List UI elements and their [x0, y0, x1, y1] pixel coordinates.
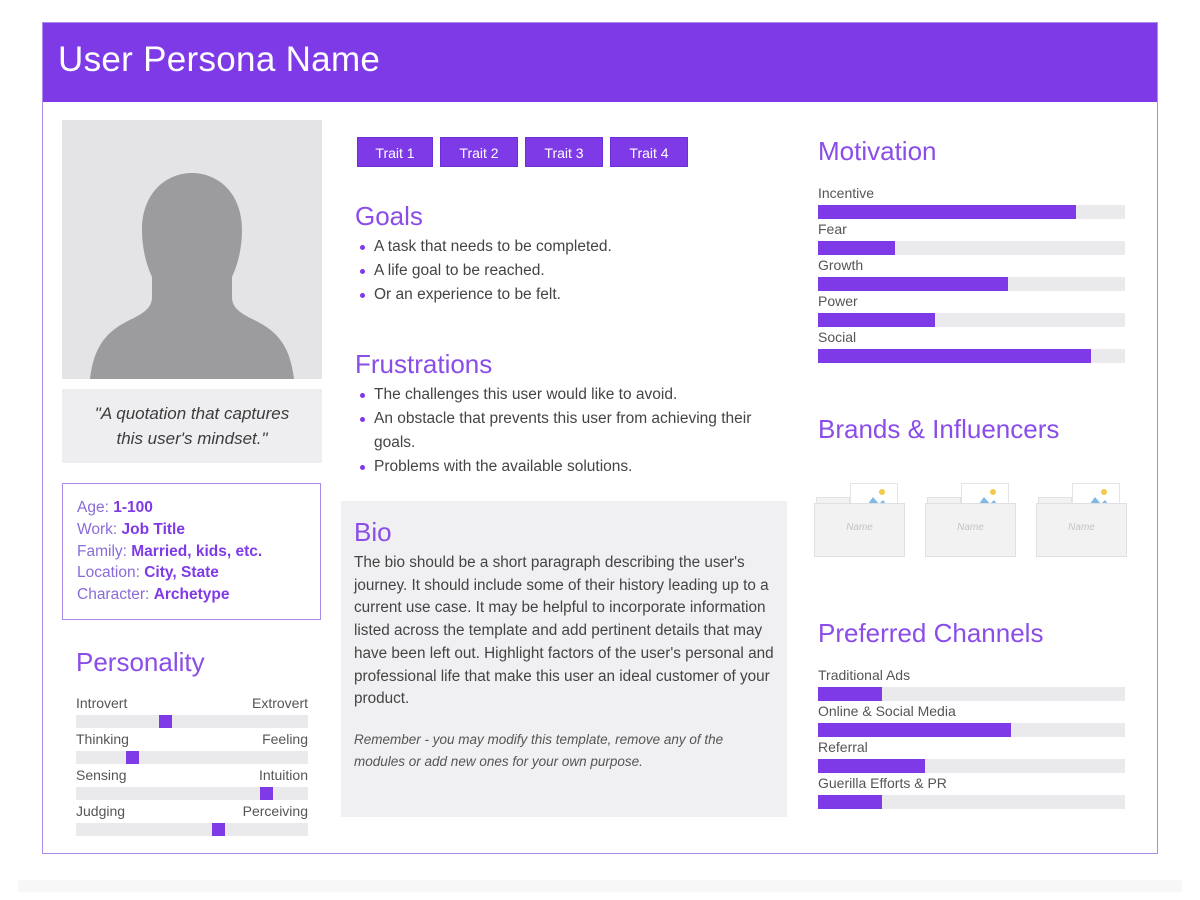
bar-fill — [818, 687, 882, 701]
persona-name-title: User Persona Name — [58, 40, 381, 79]
bio-note: Remember - you may modify this template, remove any of the modules or add new ones for your own purpose. — [354, 732, 724, 769]
bar-track — [818, 349, 1125, 363]
bar-track — [818, 723, 1125, 737]
bar-track — [818, 687, 1125, 701]
slider-track — [76, 823, 308, 836]
fact-label: Age: — [77, 499, 109, 516]
persona-card — [42, 22, 1158, 854]
slider-thumb — [159, 715, 172, 728]
brand-card — [925, 481, 1017, 558]
bar-track — [818, 241, 1125, 255]
bio-title: Bio — [354, 517, 392, 547]
user-silhouette-icon — [62, 120, 322, 379]
list-item: Problems with the available solutions. — [355, 455, 780, 479]
fact-location — [77, 562, 320, 584]
list-item: Or an experience to be felt. — [355, 283, 775, 307]
bar-label: Power — [818, 293, 858, 309]
slider-left-label: Judging — [76, 803, 126, 819]
slider-left-label: Sensing — [76, 767, 127, 783]
bar-label: Fear — [818, 221, 847, 237]
personality-slider — [76, 803, 308, 836]
personality-slider — [76, 695, 308, 728]
bar-track — [818, 313, 1125, 327]
bar-track — [818, 759, 1125, 773]
demographics-box — [62, 483, 321, 620]
brands-title: Brands & Influencers — [818, 414, 1060, 444]
fact-value: City, State — [144, 564, 219, 582]
frustrations-title: Frustrations — [355, 349, 493, 379]
fact-age — [77, 497, 320, 519]
bar-track — [818, 795, 1125, 809]
slider-left-label: Thinking — [76, 731, 129, 747]
list-item: A life goal to be reached. — [355, 259, 775, 283]
traits-row — [357, 137, 688, 167]
personality-slider — [76, 767, 308, 800]
slider-thumb — [212, 823, 225, 836]
frustrations-list — [355, 383, 780, 479]
fact-label: Work: — [77, 520, 118, 538]
bar-fill — [818, 759, 925, 773]
page-bottom-strip — [18, 880, 1182, 892]
bar-label: Guerilla Efforts & PR — [818, 775, 947, 791]
motivation-bar — [818, 257, 1125, 291]
goals-list — [355, 235, 775, 307]
fact-family — [77, 541, 320, 563]
trait-badge: Trait 2 — [440, 137, 518, 167]
fact-value: Archetype — [153, 586, 230, 604]
bar-track — [818, 277, 1125, 291]
slider-left-label: Introvert — [76, 695, 128, 711]
brand-caption: Name — [1068, 522, 1095, 533]
trait-badge: Trait 1 — [357, 137, 433, 167]
channels-title: Preferred Channels — [818, 618, 1044, 648]
motivation-title: Motivation — [818, 136, 937, 166]
bar-label: Referral — [818, 739, 868, 755]
bar-fill — [818, 205, 1076, 219]
personality-slider — [76, 731, 308, 764]
list-item: A task that needs to be completed. — [355, 235, 775, 259]
bar-fill — [818, 277, 1008, 291]
fact-value: Married, kids, etc. — [131, 542, 263, 560]
brand-card — [1036, 481, 1128, 558]
bar-label: Growth — [818, 257, 864, 273]
bio-panel — [341, 501, 787, 817]
slider-thumb — [260, 787, 273, 800]
brand-card — [814, 481, 906, 558]
bar-track — [818, 205, 1125, 219]
fact-work — [77, 519, 320, 541]
motivation-bar — [818, 221, 1125, 255]
header-bar — [43, 23, 1157, 102]
brand-caption: Name — [846, 522, 873, 533]
persona-photo — [62, 120, 322, 379]
bar-fill — [818, 241, 895, 255]
list-item: An obstacle that prevents this user from achieving their goals. — [355, 407, 780, 455]
motivation-bar — [818, 185, 1125, 219]
motivation-bar — [818, 329, 1125, 363]
fact-label: Family: — [77, 542, 127, 560]
channel-bar — [818, 703, 1125, 737]
channel-bar — [818, 739, 1125, 773]
bar-fill — [818, 313, 935, 327]
slider-track — [76, 751, 308, 764]
personality-title: Personality — [76, 647, 205, 677]
bar-label: Social — [818, 329, 857, 345]
bar-label: Traditional Ads — [818, 667, 911, 683]
brand-caption: Name — [957, 522, 984, 533]
trait-badge: Trait 3 — [525, 137, 603, 167]
fact-value: Job Title — [121, 520, 185, 538]
channel-bar — [818, 775, 1125, 809]
bar-label: Incentive — [818, 185, 875, 201]
fact-label: Character: — [77, 586, 150, 604]
slider-track — [76, 787, 308, 800]
bio-text: The bio should be a short paragraph describing the user's journey. It should include some of their history leading up to a current use case. It may be helpful to incorporate information listed across the template and add pertinent details that may have been left out. Highlight factors of the user's personal and professional life that make this user an ideal customer of your product. — [354, 554, 774, 708]
goals-title: Goals — [355, 201, 423, 231]
slider-right-label: Feeling — [262, 731, 308, 747]
persona-quote: "A quotation that captures this user's mindset." — [62, 389, 322, 463]
list-item: The challenges this user would like to avoid. — [355, 383, 780, 407]
fact-value: 1-100 — [113, 499, 153, 516]
channel-bar — [818, 667, 1125, 701]
trait-badge: Trait 4 — [610, 137, 688, 167]
bar-fill — [818, 723, 1011, 737]
fact-character — [77, 584, 320, 606]
bar-label: Online & Social Media — [818, 703, 956, 719]
fact-label: Location: — [77, 564, 140, 582]
slider-track — [76, 715, 308, 728]
slider-right-label: Intuition — [258, 767, 308, 783]
slider-right-label: Extrovert — [251, 695, 308, 711]
motivation-bar — [818, 293, 1125, 327]
bar-fill — [818, 795, 882, 809]
bar-fill — [818, 349, 1091, 363]
slider-thumb — [126, 751, 139, 764]
slider-right-label: Perceiving — [242, 803, 308, 819]
